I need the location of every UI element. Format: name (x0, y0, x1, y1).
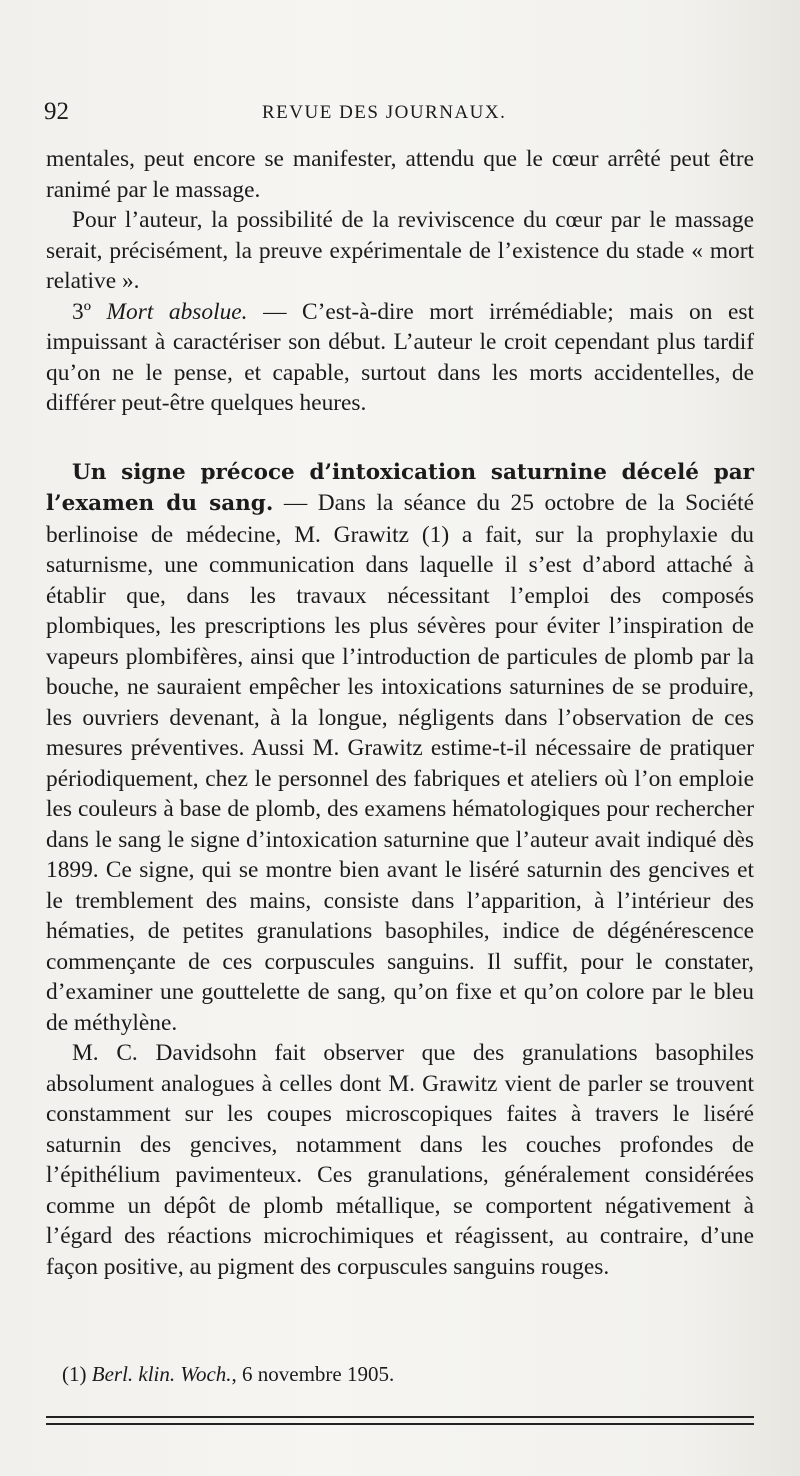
section-number: 3º (72, 298, 91, 325)
running-title: REVUE DES JOURNAUX. (262, 102, 507, 123)
footnote-journal: Berl. klin. Woch. (91, 1362, 232, 1386)
paragraph-mort-absolue (46, 297, 754, 419)
article-body (46, 144, 754, 1282)
section-text: — C’est-à-dire mort irrémédiable; mais on est impuissant à caractériser son début. L’auteur le croit cependant plus tardif qu’on ne le pense, et capable, surtout dans les morts accidentelles, de différer peut-être quelques heures. (46, 298, 754, 416)
paragraph-continuation: mentales, peut encore se manifester, attendu que le cœur arrêté peut être ranimé par le massage. (46, 146, 754, 203)
article-text: — Dans la séance du 25 octobre de la Société berlinoise de médecine, M. Grawitz (1) a fait, sur la prophylaxie du saturnisme, une communication dans laquelle il s’est d’abord attaché à établir que, dans les travaux nécessitant l’emploi des composés plombiques, les prescriptions les plus sévères pour éviter l’inspiration de vapeurs plombifères, ainsi que l’introduction de particules de plomb par la bouche, ne sauraient empêcher les intoxications saturnines de se produire, les ouvriers devenant, à la longue, négligents dans l’observation de ces mesures préventives. Aussi M. Grawitz estime-t-il nécessaire de pratiquer périodiquement, chez le personnel des fabriques et ateliers où l’on emploie les couleurs à base de plomb, des examens hématologiques pour rechercher dans le sang le signe d’intoxication saturnine que l’auteur avait indiqué dès 1899. Ce signe, qui se montre bien avant le liséré saturnin des gencives et le tremblement des mains, consiste dans l’apparition, à l’intérieur des hématies, de petites granulations basophiles, indice de dégénérescence commençante de ces corpuscules sanguins. Il suffit, pour le constater, d’examiner une gouttelette de sang, qu’on fixe et qu’on colore par le bleu de méthylène. (46, 490, 754, 1036)
page-header (44, 98, 756, 132)
paragraph-reviviscence: Pour l’auteur, la possibilité de la reviviscence du cœur par le massage serait, précisément, la preuve expérimentale de l’existence du stade « mort relative ». (46, 207, 754, 294)
section-heading-italic: Mort absolue. (106, 298, 248, 325)
page-number: 92 (44, 98, 69, 125)
paragraph-intoxication (46, 457, 754, 1039)
footnote-marker: (1) (62, 1362, 87, 1386)
bottom-rule-double (46, 1423, 754, 1425)
footnote (62, 1362, 752, 1387)
paragraph-davidsohn: M. C. Davidsohn fait observer que des granulations basophiles absolument analogues à celles dont M. Grawitz vient de parler se trouvent constamment sur les coupes microscopiques faites à travers le liséré saturnin des gencives, notamment dans les couches profondes de l’épithélium pavimenteux. Ces granulations, généralement considérées comme un dépôt de plomb métallique, se comportent négativement à l’égard des réactions microchimiques et réagissent, au contraire, d’une façon positive, au pigment des corpuscules sanguins rouges. (46, 1040, 754, 1280)
footnote-date: , 6 novembre 1905. (231, 1362, 395, 1386)
article-title: Un signe précoce d’intoxication saturnine décelé par l’examen du sang. (46, 459, 754, 516)
section-spacer (46, 419, 754, 457)
bottom-rule (46, 1416, 754, 1418)
